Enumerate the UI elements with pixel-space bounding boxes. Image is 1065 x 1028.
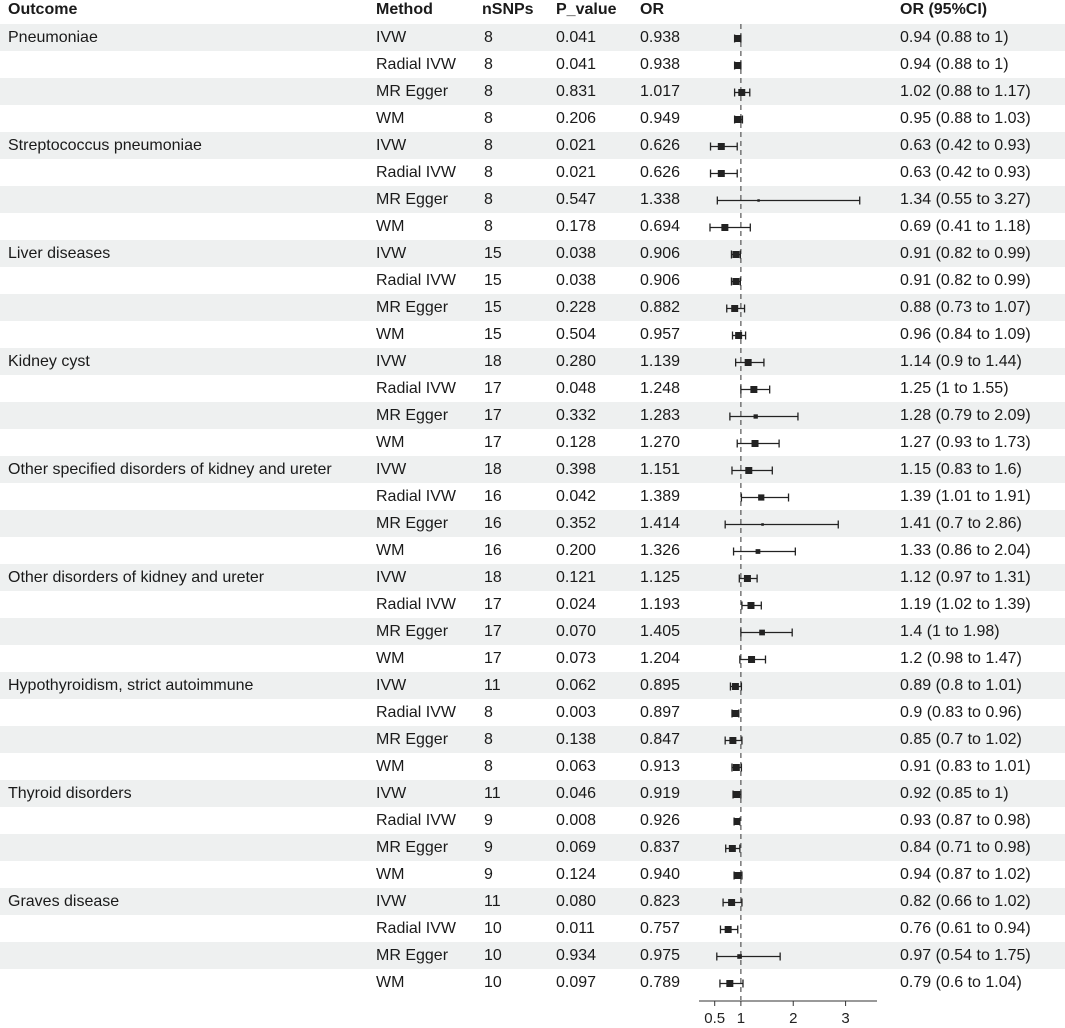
cell-or-ci: 0.94 (0.88 to 1)	[900, 56, 1009, 73]
cell-p-value: 0.048	[556, 380, 597, 397]
cell-method: WM	[376, 218, 405, 235]
cell-or: 0.789	[640, 974, 681, 991]
cell-method: WM	[376, 758, 405, 775]
point-estimate	[729, 845, 736, 852]
point-estimate	[734, 35, 741, 42]
point-estimate	[745, 359, 752, 366]
cell-p-value: 0.063	[556, 758, 597, 775]
cell-p-value: 0.021	[556, 164, 597, 181]
cell-nsnps: 10	[484, 947, 502, 964]
cell-or-ci: 0.94 (0.87 to 1.02)	[900, 866, 1031, 883]
cell-p-value: 0.069	[556, 839, 597, 856]
cell-or-ci: 1.2 (0.98 to 1.47)	[900, 650, 1022, 667]
cell-p-value: 0.228	[556, 299, 597, 316]
cell-method: IVW	[376, 893, 407, 910]
cell-nsnps: 11	[484, 677, 501, 694]
cell-nsnps: 15	[484, 272, 502, 289]
cell-outcome: Liver diseases	[8, 245, 111, 262]
cell-method: WM	[376, 650, 405, 667]
cell-or: 0.626	[640, 164, 681, 181]
cell-outcome: Streptococcus pneumoniae	[8, 137, 202, 154]
cell-method: IVW	[376, 785, 407, 802]
cell-method: IVW	[376, 353, 407, 370]
cell-or-ci: 0.69 (0.41 to 1.18)	[900, 218, 1031, 235]
cell-or: 1.414	[640, 515, 681, 532]
cell-or-ci: 1.14 (0.9 to 1.44)	[900, 353, 1022, 370]
cell-or-ci: 1.12 (0.97 to 1.31)	[900, 569, 1031, 586]
cell-method: MR Egger	[376, 731, 449, 748]
cell-method: MR Egger	[376, 299, 449, 316]
cell-or-ci: 1.39 (1.01 to 1.91)	[900, 488, 1031, 505]
cell-nsnps: 8	[484, 83, 493, 100]
cell-or-ci: 1.34 (0.55 to 3.27)	[900, 191, 1031, 208]
cell-nsnps: 18	[484, 569, 502, 586]
cell-method: IVW	[376, 461, 407, 478]
cell-method: Radial IVW	[376, 920, 457, 937]
cell-or-ci: 0.79 (0.6 to 1.04)	[900, 974, 1022, 991]
cell-p-value: 0.024	[556, 596, 597, 613]
cell-or: 0.847	[640, 731, 681, 748]
point-estimate	[748, 656, 755, 663]
cell-or-ci: 1.27 (0.93 to 1.73)	[900, 434, 1031, 451]
point-estimate	[754, 414, 758, 418]
cell-or: 0.882	[640, 299, 681, 316]
cell-nsnps: 17	[484, 407, 502, 424]
cell-or-ci: 0.82 (0.66 to 1.02)	[900, 893, 1031, 910]
cell-method: IVW	[376, 569, 407, 586]
cell-p-value: 0.398	[556, 461, 597, 478]
x-tick-label: 1	[736, 1010, 746, 1027]
cell-or: 0.926	[640, 812, 681, 829]
cell-nsnps: 8	[484, 731, 493, 748]
header-method: Method	[376, 1, 433, 18]
cell-nsnps: 17	[484, 380, 502, 397]
point-estimate	[734, 818, 741, 825]
cell-nsnps: 8	[484, 758, 493, 775]
cell-or: 0.938	[640, 56, 681, 73]
point-estimate	[756, 549, 761, 554]
cell-method: WM	[376, 326, 405, 343]
cell-outcome: Thyroid disorders	[8, 785, 132, 802]
cell-or: 0.897	[640, 704, 681, 721]
header-outcome: Outcome	[8, 1, 78, 18]
cell-p-value: 0.138	[556, 731, 597, 748]
cell-or: 1.017	[640, 83, 681, 100]
cell-or: 0.837	[640, 839, 681, 856]
cell-p-value: 0.062	[556, 677, 597, 694]
point-estimate	[747, 602, 754, 609]
cell-method: Radial IVW	[376, 488, 457, 505]
cell-or: 1.283	[640, 407, 681, 424]
cell-or: 0.895	[640, 677, 681, 694]
point-estimate	[744, 575, 751, 582]
cell-or: 0.975	[640, 947, 681, 964]
cell-p-value: 0.547	[556, 191, 597, 208]
cell-or: 0.906	[640, 245, 681, 262]
cell-method: Radial IVW	[376, 380, 457, 397]
cell-or: 0.626	[640, 137, 681, 154]
point-estimate	[725, 926, 732, 933]
cell-or: 1.326	[640, 542, 681, 559]
cell-p-value: 0.042	[556, 488, 597, 505]
cell-p-value: 0.073	[556, 650, 597, 667]
cell-or-ci: 0.94 (0.88 to 1)	[900, 29, 1009, 46]
cell-method: IVW	[376, 137, 407, 154]
cell-or-ci: 0.92 (0.85 to 1)	[900, 785, 1009, 802]
point-estimate	[732, 251, 739, 258]
cell-nsnps: 17	[484, 623, 502, 640]
cell-p-value: 0.038	[556, 272, 597, 289]
cell-or: 1.389	[640, 488, 681, 505]
cell-or: 0.940	[640, 866, 681, 883]
point-estimate	[733, 791, 740, 798]
cell-nsnps: 15	[484, 299, 502, 316]
cell-or-ci: 0.95 (0.88 to 1.03)	[900, 110, 1031, 127]
x-tick-label: 0.5	[704, 1010, 726, 1027]
cell-nsnps: 8	[484, 191, 493, 208]
point-estimate	[759, 630, 765, 636]
cell-outcome: Hypothyroidism, strict autoimmune	[8, 677, 254, 694]
cell-nsnps: 10	[484, 920, 502, 937]
cell-method: Radial IVW	[376, 812, 457, 829]
cell-or-ci: 1.33 (0.86 to 2.04)	[900, 542, 1031, 559]
point-estimate	[734, 872, 741, 879]
cell-or: 1.248	[640, 380, 681, 397]
cell-p-value: 0.332	[556, 407, 597, 424]
cell-nsnps: 18	[484, 353, 502, 370]
point-estimate	[729, 737, 736, 744]
cell-or-ci: 1.25 (1 to 1.55)	[900, 380, 1009, 397]
cell-method: IVW	[376, 245, 407, 262]
cell-method: Radial IVW	[376, 56, 457, 73]
cell-method: Radial IVW	[376, 704, 457, 721]
cell-or: 1.204	[640, 650, 681, 667]
cell-nsnps: 17	[484, 650, 502, 667]
cell-method: WM	[376, 866, 405, 883]
cell-p-value: 0.124	[556, 866, 597, 883]
cell-or: 0.938	[640, 29, 681, 46]
cell-p-value: 0.097	[556, 974, 597, 991]
point-estimate	[745, 467, 752, 474]
cell-method: IVW	[376, 29, 407, 46]
cell-or-ci: 0.85 (0.7 to 1.02)	[900, 731, 1022, 748]
cell-or-ci: 0.93 (0.87 to 0.98)	[900, 812, 1031, 829]
cell-or: 1.270	[640, 434, 681, 451]
cell-method: MR Egger	[376, 83, 449, 100]
cell-nsnps: 16	[484, 488, 502, 505]
point-estimate	[758, 494, 764, 500]
cell-method: Radial IVW	[376, 596, 457, 613]
x-tick-label: 3	[841, 1010, 850, 1027]
cell-or: 0.957	[640, 326, 681, 343]
cell-or: 1.405	[640, 623, 681, 640]
cell-method: IVW	[376, 677, 407, 694]
cell-or: 0.949	[640, 110, 681, 127]
point-estimate	[752, 440, 759, 447]
cell-nsnps: 8	[484, 704, 493, 721]
cell-p-value: 0.352	[556, 515, 597, 532]
cell-p-value: 0.003	[556, 704, 597, 721]
cell-or: 1.125	[640, 569, 681, 586]
cell-outcome: Other disorders of kidney and ureter	[8, 569, 265, 586]
cell-p-value: 0.934	[556, 947, 597, 964]
cell-or-ci: 0.91 (0.82 to 0.99)	[900, 245, 1031, 262]
cell-method: MR Egger	[376, 407, 449, 424]
header-or: OR	[640, 1, 664, 18]
point-estimate	[735, 116, 742, 123]
cell-nsnps: 10	[484, 974, 502, 991]
header-or-ci: OR (95%CI)	[900, 1, 988, 18]
cell-nsnps: 15	[484, 245, 502, 262]
cell-nsnps: 11	[484, 893, 501, 910]
cell-p-value: 0.011	[556, 920, 595, 937]
point-estimate	[731, 305, 738, 312]
cell-p-value: 0.178	[556, 218, 597, 235]
cell-nsnps: 17	[484, 596, 502, 613]
header-p-value: P_value	[556, 1, 617, 18]
header-nsnps: nSNPs	[482, 1, 534, 18]
point-estimate	[734, 62, 741, 69]
point-estimate	[738, 89, 745, 96]
point-estimate	[757, 199, 760, 202]
cell-outcome: Kidney cyst	[8, 353, 90, 370]
cell-or-ci: 0.89 (0.8 to 1.01)	[900, 677, 1022, 694]
cell-p-value: 0.046	[556, 785, 597, 802]
cell-or-ci: 1.41 (0.7 to 2.86)	[900, 515, 1022, 532]
cell-nsnps: 8	[484, 137, 493, 154]
point-estimate	[737, 954, 742, 959]
cell-or-ci: 1.19 (1.02 to 1.39)	[900, 596, 1031, 613]
cell-nsnps: 8	[484, 218, 493, 235]
cell-or: 0.906	[640, 272, 681, 289]
cell-or-ci: 0.97 (0.54 to 1.75)	[900, 947, 1031, 964]
point-estimate	[732, 278, 739, 285]
cell-method: MR Egger	[376, 623, 449, 640]
point-estimate	[750, 386, 757, 393]
cell-or-ci: 0.96 (0.84 to 1.09)	[900, 326, 1031, 343]
cell-or: 0.919	[640, 785, 681, 802]
cell-p-value: 0.831	[556, 83, 597, 100]
cell-nsnps: 8	[484, 56, 493, 73]
point-estimate	[761, 523, 764, 526]
point-estimate	[721, 224, 728, 231]
cell-or-ci: 0.76 (0.61 to 0.94)	[900, 920, 1031, 937]
cell-outcome: Graves disease	[8, 893, 120, 910]
cell-or-ci: 0.84 (0.71 to 0.98)	[900, 839, 1031, 856]
cell-or-ci: 1.02 (0.88 to 1.17)	[900, 83, 1031, 100]
cell-or-ci: 1.4 (1 to 1.98)	[900, 623, 1000, 640]
cell-or-ci: 1.15 (0.83 to 1.6)	[900, 461, 1022, 478]
point-estimate	[733, 764, 740, 771]
cell-nsnps: 8	[484, 164, 493, 181]
cell-nsnps: 9	[484, 866, 493, 883]
cell-or: 0.694	[640, 218, 681, 235]
point-estimate	[718, 143, 725, 150]
cell-nsnps: 16	[484, 515, 502, 532]
cell-or: 0.757	[640, 920, 681, 937]
cell-p-value: 0.041	[556, 29, 597, 46]
cell-method: MR Egger	[376, 515, 449, 532]
cell-or-ci: 0.63 (0.42 to 0.93)	[900, 164, 1031, 181]
cell-p-value: 0.041	[556, 56, 597, 73]
cell-nsnps: 16	[484, 542, 502, 559]
cell-nsnps: 11	[484, 785, 501, 802]
cell-outcome: Pneumoniae	[8, 29, 98, 46]
cell-or: 0.913	[640, 758, 681, 775]
cell-or-ci: 0.91 (0.83 to 1.01)	[900, 758, 1031, 775]
cell-p-value: 0.080	[556, 893, 597, 910]
point-estimate	[732, 683, 739, 690]
point-estimate	[718, 170, 725, 177]
cell-or-ci: 1.28 (0.79 to 2.09)	[900, 407, 1031, 424]
cell-p-value: 0.206	[556, 110, 597, 127]
cell-method: WM	[376, 434, 405, 451]
cell-nsnps: 9	[484, 812, 493, 829]
cell-p-value: 0.038	[556, 245, 597, 262]
cell-method: WM	[376, 974, 405, 991]
cell-method: MR Egger	[376, 191, 449, 208]
cell-or: 1.193	[640, 596, 681, 613]
cell-nsnps: 15	[484, 326, 502, 343]
cell-method: Radial IVW	[376, 164, 457, 181]
cell-nsnps: 8	[484, 29, 493, 46]
cell-or-ci: 0.63 (0.42 to 0.93)	[900, 137, 1031, 154]
cell-nsnps: 17	[484, 434, 502, 451]
cell-p-value: 0.070	[556, 623, 597, 640]
cell-method: Radial IVW	[376, 272, 457, 289]
cell-p-value: 0.008	[556, 812, 597, 829]
point-estimate	[732, 710, 739, 717]
cell-or: 1.139	[640, 353, 681, 370]
cell-nsnps: 8	[484, 110, 493, 127]
cell-nsnps: 9	[484, 839, 493, 856]
cell-nsnps: 18	[484, 461, 502, 478]
point-estimate	[726, 980, 733, 987]
cell-method: MR Egger	[376, 947, 449, 964]
x-tick-label: 2	[789, 1010, 798, 1027]
cell-or-ci: 0.9 (0.83 to 0.96)	[900, 704, 1022, 721]
cell-p-value: 0.280	[556, 353, 597, 370]
cell-or: 1.151	[640, 461, 681, 478]
cell-or: 0.823	[640, 893, 681, 910]
cell-outcome: Other specified disorders of kidney and ureter	[8, 461, 332, 478]
cell-p-value: 0.128	[556, 434, 597, 451]
cell-p-value: 0.504	[556, 326, 597, 343]
point-estimate	[735, 332, 742, 339]
cell-p-value: 0.021	[556, 137, 597, 154]
cell-or: 1.338	[640, 191, 681, 208]
cell-p-value: 0.121	[556, 569, 597, 586]
cell-or-ci: 0.91 (0.82 to 0.99)	[900, 272, 1031, 289]
cell-method: WM	[376, 542, 405, 559]
cell-method: WM	[376, 110, 405, 127]
cell-or-ci: 0.88 (0.73 to 1.07)	[900, 299, 1031, 316]
cell-p-value: 0.200	[556, 542, 597, 559]
cell-method: MR Egger	[376, 839, 449, 856]
point-estimate	[728, 899, 735, 906]
